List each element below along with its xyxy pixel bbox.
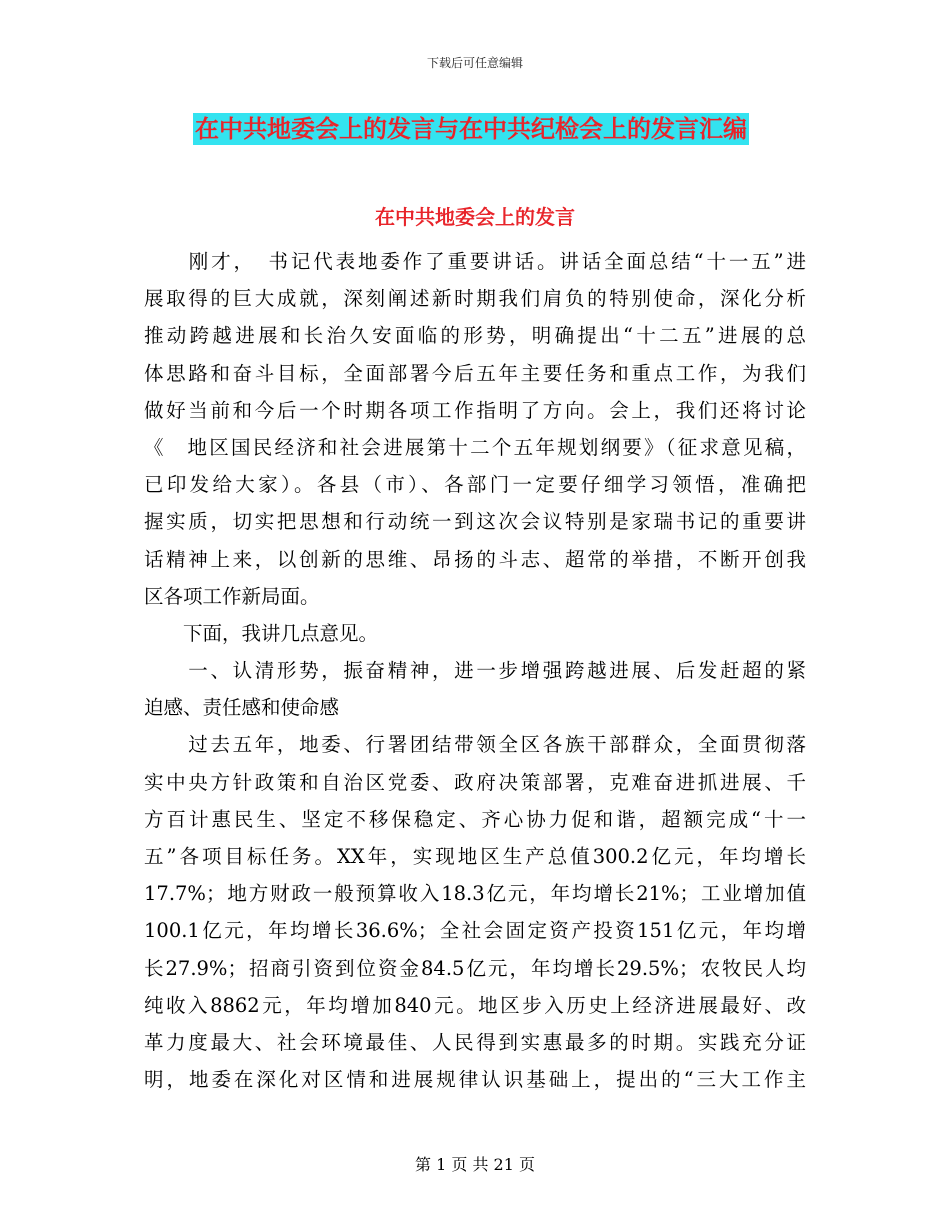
body-line: 17.7%；地方财政一般预算收入18.3亿元，年均增长21%；工业增加值 [144,882,806,906]
body-line: 推动跨越进展和长治久安面临的形势，明确提出“十二五”进展的总 [144,324,806,348]
header-note: 下载后可任意编辑 [426,56,523,70]
body-line: 握实质，切实把思想和行动统一到这次会议特别是家瑞书记的重要讲 [144,510,806,534]
body-line: 刚才， 书记代表地委作了重要讲话。讲话全面总结“十一五”进 [144,250,806,273]
body-line: 话精神上来，以创新的思维、昂扬的斗志、超常的举措，不断开创我 [144,547,806,571]
body-line: 已印发给大家）。各县（市）、各部门一定要仔细学习领悟，准确把 [144,473,806,497]
page-footer: 第 1 页 共 21 页 [415,1155,535,1174]
body-line: 过去五年，地委、行署团结带领全区各族干部群众，全面贯彻落 [144,733,806,757]
body-line: 做好当前和今后一个时期各项工作指明了方向。会上，我们还将讨论 [144,398,806,422]
body-line: 体思路和奋斗目标，全面部署今后五年主要任务和重点工作，为我们 [144,361,806,385]
body-line: 长27.9%；招商引资到位资金84.5亿元，年均增长29.5%；农牧民人均 [144,956,806,980]
body-line: 《 地区国民经济和社会进展第十二个五年规划纲要》（征求意见稿， [144,435,806,459]
body-line: 下面，我讲几点意见。 [144,621,379,645]
body-line: 实中央方针政策和自治区党委、政府决策部署，克难奋进抓进展、千 [144,770,806,794]
body-line: 明，地委在深化对区情和进展规律认识基础上，提出的“三大工作主 [144,1068,806,1092]
body-line: 革力度最大、社会环境最佳、人民得到实惠最多的时期。实践充分证 [144,1030,806,1054]
body-line: 纯收入8862元，年均增加840元。地区步入历史上经济进展最好、改 [144,993,806,1017]
body-line: 展取得的巨大成就，深刻阐述新时期我们肩负的特别使命，深化分析 [144,287,806,311]
document-body [144,243,806,1098]
document-main-title: 在中共地委会上的发言与在中共纪检会上的发言汇编 [195,115,747,143]
body-line: 五”各项目标任务。XX年，实现地区生产总值300.2亿元，年均增长 [144,845,806,868]
body-line: 方百计惠民生、坚定不移保稳定、齐心协力促和谐，超额完成“十一 [144,807,806,831]
body-line: 迫感、责任感和使命感 [144,696,340,720]
body-line: 一、认清形势，振奋精神，进一步增强跨越进展、后发赶超的紧 [144,659,806,683]
body-line: 100.1亿元，年均增长36.6%；全社会固定资产投资151亿元，年均增 [144,919,806,943]
section-title: 在中共地委会上的发言 [375,205,575,229]
body-line: 区各项工作新局面。 [144,584,320,608]
